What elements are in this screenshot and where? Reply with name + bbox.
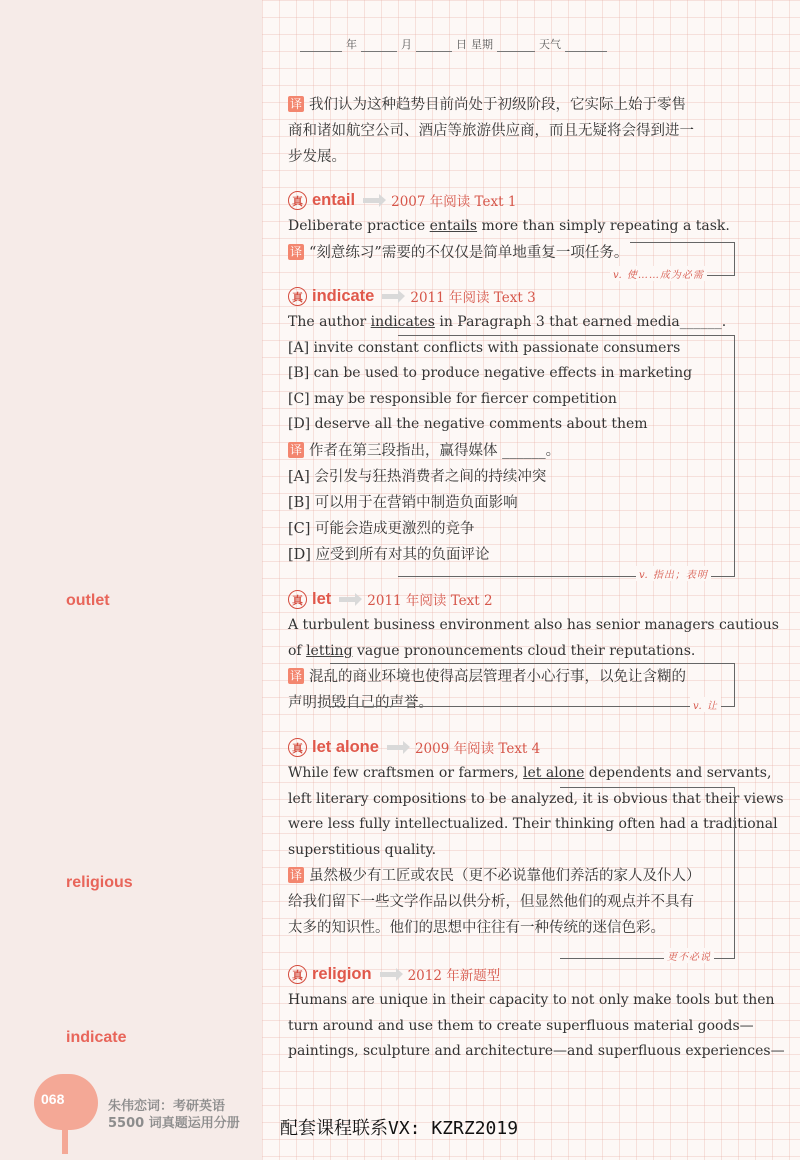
key-word: indicates bbox=[370, 314, 435, 330]
intro-line: 我们认为这种趋势目前尚处于初级阶段，它实际上始于零售 bbox=[309, 97, 686, 113]
exam-source: 2009 年阅读 Text 4 bbox=[414, 741, 541, 757]
real-exam-icon: 真 bbox=[288, 738, 307, 757]
cn-text: 虽然极少有工匠或农民（更不必说靠他们养活的家人及仆人） bbox=[309, 868, 701, 884]
entry-head-indicate bbox=[288, 286, 536, 306]
en-text: in Paragraph 3 that earned media______. bbox=[434, 314, 727, 330]
real-exam-icon: 真 bbox=[288, 965, 307, 984]
real-exam-icon: 真 bbox=[288, 590, 307, 609]
en-text: of bbox=[288, 642, 307, 659]
headword: let bbox=[312, 589, 332, 608]
entry-body-religion bbox=[288, 988, 785, 1065]
entry-head-let-alone bbox=[288, 737, 540, 757]
cn-text: 太多的知识性。他们的思想中往往有一种传统的迷信色彩。 bbox=[288, 920, 665, 936]
intro-translation bbox=[288, 92, 728, 170]
note-bracket bbox=[330, 663, 735, 707]
main-page bbox=[262, 0, 800, 1160]
page-number: 068 bbox=[41, 1091, 65, 1107]
entry-head-let bbox=[288, 589, 493, 609]
note-bracket bbox=[398, 335, 735, 577]
headword: let alone bbox=[312, 737, 379, 756]
badge-stem bbox=[62, 1118, 68, 1154]
en-text: were less fully intellectualized. Their thinking often had a traditional bbox=[288, 816, 778, 832]
en-text: paintings, sculpture and architecture—and superfluous experiences— bbox=[288, 1043, 785, 1059]
en-text: more than simply repeating a task. bbox=[477, 218, 730, 234]
key-word: let alone bbox=[523, 765, 585, 781]
arrow-icon bbox=[363, 198, 379, 203]
en-text: Deliberate practice bbox=[288, 218, 430, 234]
en-text: turn around and use them to create superfluous material goods— bbox=[288, 1017, 754, 1034]
arrow-icon bbox=[382, 294, 398, 299]
definition-note: v. 使……成为必需 bbox=[610, 266, 707, 281]
headword: entail bbox=[312, 190, 356, 209]
option-en: [C] may be responsible for fiercer competition bbox=[288, 390, 617, 407]
exam-source: 2011 年阅读 Text 3 bbox=[410, 290, 536, 306]
book-title-line: 5500 词真题运用分册 bbox=[108, 1116, 240, 1131]
exam-source: 2011 年阅读 Text 2 bbox=[367, 593, 493, 609]
contact-text: 配套课程联系VX: KZRZ2019 bbox=[280, 1118, 519, 1139]
en-text: The author bbox=[288, 314, 371, 330]
weather-blank bbox=[565, 51, 607, 52]
option-en: [B] can be used to produce negative effects in marketing bbox=[288, 365, 693, 381]
day-label: 日 bbox=[456, 38, 467, 51]
en-text: vague pronouncements cloud their reputations. bbox=[352, 642, 696, 659]
key-word: entails bbox=[429, 218, 478, 234]
sidebar-word-outlet: outlet bbox=[66, 592, 110, 609]
weekday-label: 星期 bbox=[471, 38, 493, 51]
diary-header bbox=[300, 36, 607, 52]
definition-note: v. 让 bbox=[690, 697, 721, 712]
month-blank bbox=[361, 51, 397, 52]
cn-text: 给我们留下一些文学作品以供分析，但显然他们的观点并不具有 bbox=[288, 894, 694, 910]
headword: religion bbox=[312, 964, 372, 983]
option-cn: [D] 应受到所有对其的负面评论 bbox=[288, 546, 490, 563]
en-text: left literary compositions to be analyzed, it is obvious that their views bbox=[288, 790, 784, 807]
option-cn: [C] 可能会造成更激烈的竞争 bbox=[288, 520, 475, 537]
arrow-icon bbox=[339, 597, 355, 602]
definition-note: v. 指出；表明 bbox=[636, 566, 711, 581]
en-text: dependents and servants, bbox=[584, 765, 772, 781]
translate-icon: 译 bbox=[289, 868, 302, 882]
en-text: Humans are unique in their capacity to not only make tools but then bbox=[288, 992, 775, 1008]
book-title-line: 朱伟恋词：考研英语 bbox=[108, 1099, 226, 1114]
option-en: [D] deserve all the negative comments about them bbox=[288, 416, 648, 432]
en-text: A turbulent business environment also has senior managers cautious bbox=[288, 617, 779, 633]
arrow-icon bbox=[387, 745, 403, 750]
translate-icon: 译 bbox=[289, 669, 302, 683]
year-blank bbox=[300, 51, 342, 52]
en-text: superstitious quality. bbox=[288, 841, 437, 858]
cn-text: “刻意练习”需要的不仅仅是简单地重复一项任务。 bbox=[309, 244, 629, 261]
option-en: [A] invite constant conflicts with passionate consumers bbox=[288, 339, 681, 356]
sidebar-word-indicate: indicate bbox=[66, 1029, 127, 1046]
translate-icon: 译 bbox=[289, 97, 302, 111]
option-cn: [B] 可以用于在营销中制造负面影响 bbox=[288, 494, 518, 511]
en-text: While few craftsmen or farmers, bbox=[288, 765, 524, 781]
sidebar bbox=[0, 0, 262, 1160]
year-label: 年 bbox=[346, 38, 357, 51]
month-label: 月 bbox=[401, 38, 412, 51]
intro-line: 商和诸如航空公司、酒店等旅游供应商，而且无疑将会得到进一 bbox=[288, 123, 694, 139]
real-exam-icon: 真 bbox=[288, 287, 307, 306]
sidebar-word-religious: religious bbox=[66, 874, 133, 891]
real-exam-icon: 真 bbox=[288, 191, 307, 210]
headword: indicate bbox=[312, 286, 375, 305]
definition-note: 更不必说 bbox=[664, 948, 714, 963]
translate-icon: 译 bbox=[289, 442, 302, 457]
option-cn: [A] 会引发与狂热消费者之间的持续冲突 bbox=[288, 468, 547, 485]
arrow-icon bbox=[380, 972, 396, 977]
book-title bbox=[108, 1098, 240, 1132]
exam-source: 2007 年阅读 Text 1 bbox=[391, 194, 517, 210]
weekday-blank bbox=[497, 51, 535, 52]
entry-head-entail bbox=[288, 190, 516, 210]
entry-head-religion bbox=[288, 964, 500, 984]
note-bracket bbox=[560, 787, 735, 959]
cn-text: 声明损毁自己的声誉。 bbox=[288, 695, 433, 711]
day-blank bbox=[416, 51, 452, 52]
cn-text: 混乱的商业环境也使得高层管理者小心行事，以免让含糊的 bbox=[309, 669, 686, 685]
key-word: letting bbox=[306, 642, 353, 659]
intro-line: 步发展。 bbox=[288, 149, 346, 165]
exam-source: 2012 年新题型 bbox=[407, 968, 501, 984]
translate-icon: 译 bbox=[289, 244, 302, 259]
weather-label: 天气 bbox=[539, 38, 561, 51]
cn-text: 作者在第三段指出，赢得媒体 ______。 bbox=[309, 442, 561, 459]
